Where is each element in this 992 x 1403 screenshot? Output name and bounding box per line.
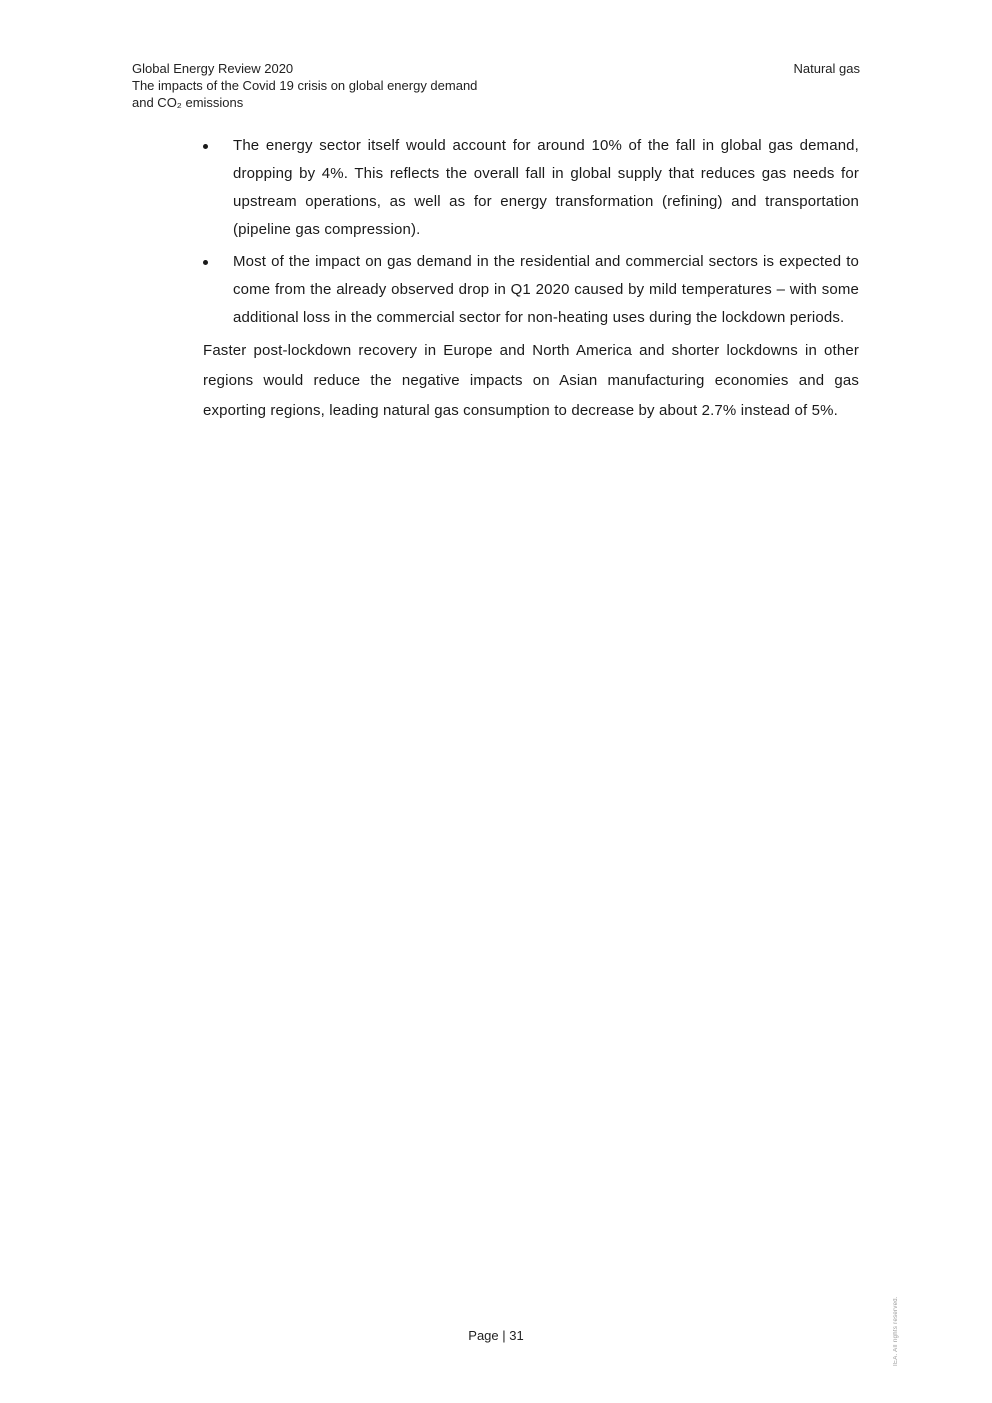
bullet-dot-icon [203, 144, 208, 149]
header-line-title: Global Energy Review 2020 [132, 61, 294, 76]
bullet-list [203, 132, 859, 332]
bullet-dot-icon [203, 260, 208, 265]
main-content [203, 132, 859, 426]
header-section-name: Natural gas [793, 61, 860, 76]
copyright-notice: IEA. All rights reserved. [893, 1296, 899, 1366]
page-number: Page | 31 [468, 1328, 524, 1343]
bullet-item [203, 248, 859, 332]
header-line-subtitle: The impacts of the Covid 19 crisis on global energy demand [132, 78, 478, 93]
bullet-text: Most of the impact on gas demand in the residential and commercial sectors is expected to come from the already observed drop in Q1 2020 caused by mild temperatures – with some additional loss in the commercial sector for non-heating uses during the lockdown periods. [233, 253, 859, 326]
body-paragraph: Faster post-lockdown recovery in Europe and North America and shorter lockdowns in other regions would reduce the negative impacts on Asian manufacturing economies and gas exporting regions, leading natural gas consumption to decrease by about 2.7% instead of 5%. [203, 342, 859, 419]
bullet-item [203, 132, 859, 244]
bullet-text: The energy sector itself would account for around 10% of the fall in global gas demand, dropping by 4%. This reflects the overall fall in global supply that reduces gas needs for upstream operations, as well as for energy transformation (refining) and transportation (pipeline gas compression). [233, 137, 859, 238]
header-line-subtitle-continued: and CO₂ emissions [132, 95, 244, 110]
header-report-title [132, 60, 477, 111]
